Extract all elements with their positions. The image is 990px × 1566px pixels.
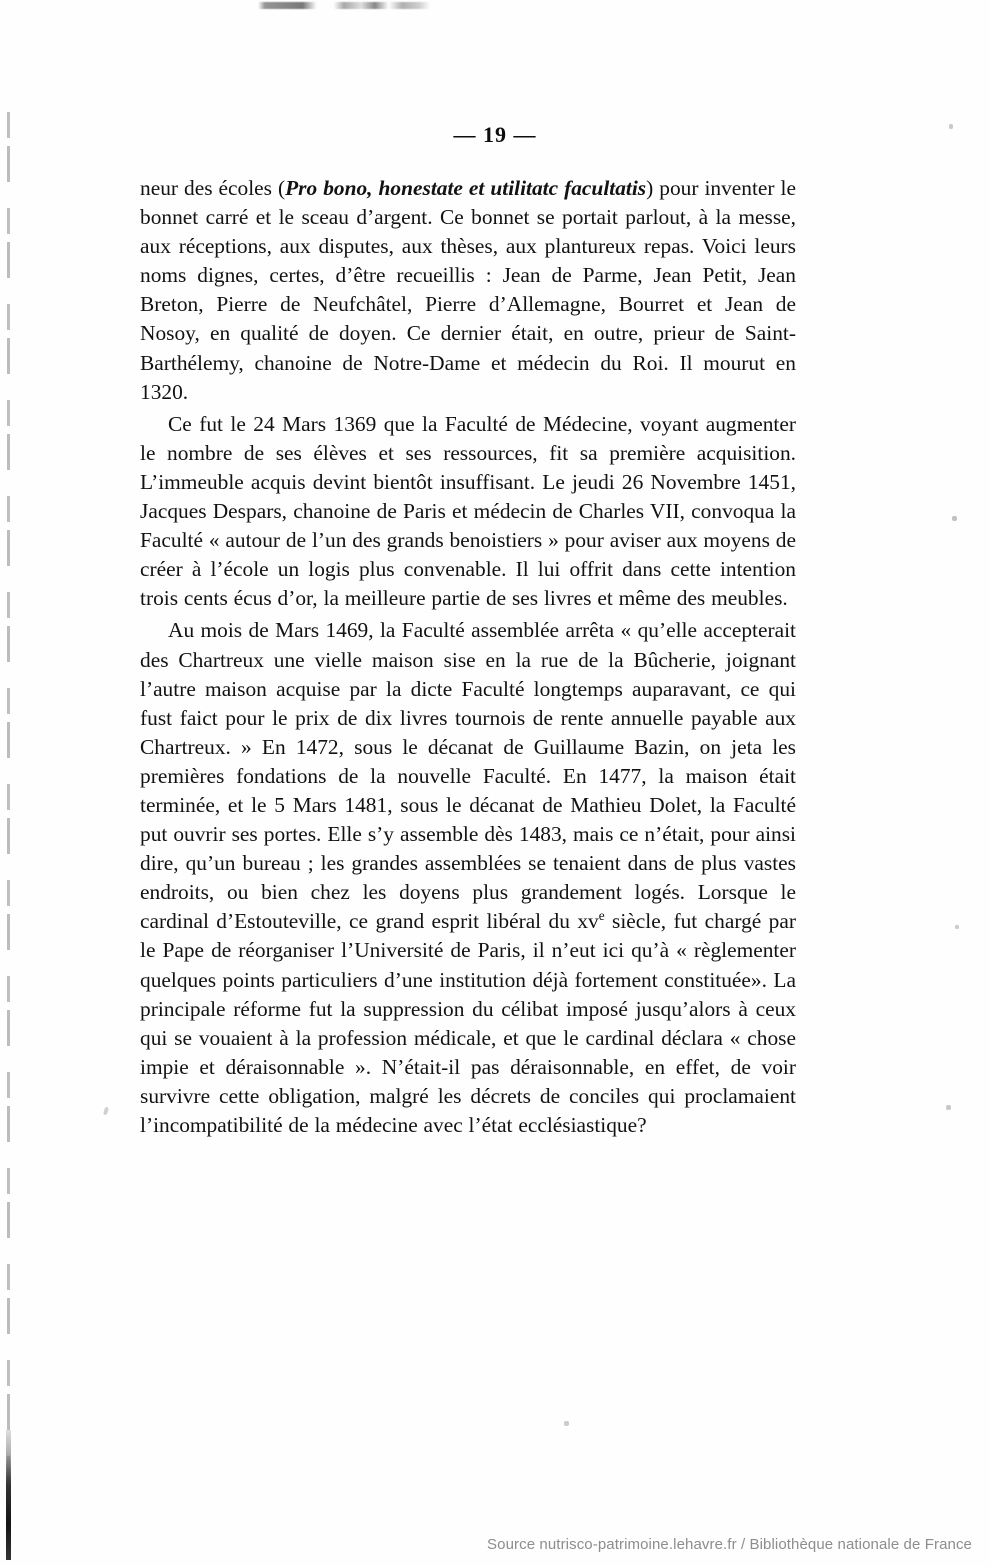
body-paragraph xyxy=(140,174,796,407)
latin-phrase-italic: Pro bono, honestate et utilitatc facultatis xyxy=(285,176,647,200)
body-paragraph xyxy=(140,616,796,1140)
text-run: ) pour inventer le bonnet carré et le sceau d’argent. Ce bonnet se portait parlout, à la messe, aux réceptions, aux disputes, aux thèses, aux plantureux repas. Voici leurs noms dignes, certes, d’être recueillis : Jean de Parme, Jean Petit, Jean Breton, Pierre de Neufchâtel, Pierre d’Allemagne, Bourret et Jean de Nosoy, en qualité de doyen. Ce dernier était, en outre, prieur de Saint-Barthélemy, chanoine de Notre-Dame et médecin du Roi. Il mourut en 1320. xyxy=(140,176,796,404)
left-binding-line-artifact xyxy=(7,112,10,1492)
dust-speck-icon xyxy=(103,1107,109,1116)
page-number: — 19 — xyxy=(453,122,537,147)
text-run: Ce fut le 24 Mars 1369 que la Faculté de Médecine, voyant augmenter le nombre de ses élèves et ses ressources, fit sa première acquisition. L’immeuble acquis devint bientôt insuffisant. Le jeudi 26 Novembre 1451, Jacques Despars, chanoine de Paris et médecin de Charles VII, convoqua la Faculté « autour de l’un des grands benoistiers » pour aviser aux moyens de créer à l’école un logis plus convenable. Il lui offrit dans cette intention trois cents écus d’or, la meilleure partie de ses livres et même des meubles. xyxy=(140,411,796,611)
body-text-column xyxy=(140,174,796,1143)
text-run: siècle, fut chargé par le Pape de réorganiser l’Université de Paris, il n’eut ici qu’à « règlementer quelques points particuliers d’une institution déjà fortement constituée». La principale réforme fut la suppression du célibat imposé jusqu’alors à ceux qui se vouaient à la profession médicale, et que le cardinal déclara « chose impie et déraisonnable ». N’était-il pas déraisonnable, en effet, de voir survivre cette obligation, malgré les décrets de conciles qui proclamaient l’incompatibilité de la médecine avec l’état ecclésiastique? xyxy=(140,909,796,1137)
dust-speck-icon xyxy=(952,516,957,521)
text-run: Au mois de Mars 1469, la Faculté assemblée arrêta « qu’elle accepterait des Chartreux une vielle maison sise en la rue de la Bûcherie, joignant l’autre maison acquise par la dicte Faculté longtemps auparavant, ce qui fust faict pour le prix de dix livres tournois de rente annuelle payable aux Chartreux. » En 1472, sous le décanat de Guillaume Bazin, on jeta les premières fondations de la nouvelle Faculté. En 1477, la maison était terminée, et le 5 Mars 1481, sous le décanat de Mathieu Dolet, la Faculté put ouvrir ses portes. Elle s’y assemble dès 1483, mais ce n’était, pour ainsi dire, qu’un bureau ; les grandes assemblées se tenaient dans de plus vastes endroits, ou bien chez les doyens plus grandement logés. Lorsque le cardinal d’Estouteville, ce grand esprit libéral du xv xyxy=(140,618,796,934)
body-paragraph xyxy=(140,410,796,614)
dust-speck-icon xyxy=(946,1105,951,1110)
top-edge-smudge-artifact xyxy=(258,2,430,9)
dust-speck-icon xyxy=(564,1421,569,1426)
text-run: neur des écoles ( xyxy=(140,176,286,200)
source-attribution: Source nutrisco-patrimoine.lehavre.fr / Bibliothèque nationale de France xyxy=(487,1536,972,1553)
ordinal-superscript: e xyxy=(598,908,605,924)
dust-speck-icon xyxy=(955,925,959,929)
